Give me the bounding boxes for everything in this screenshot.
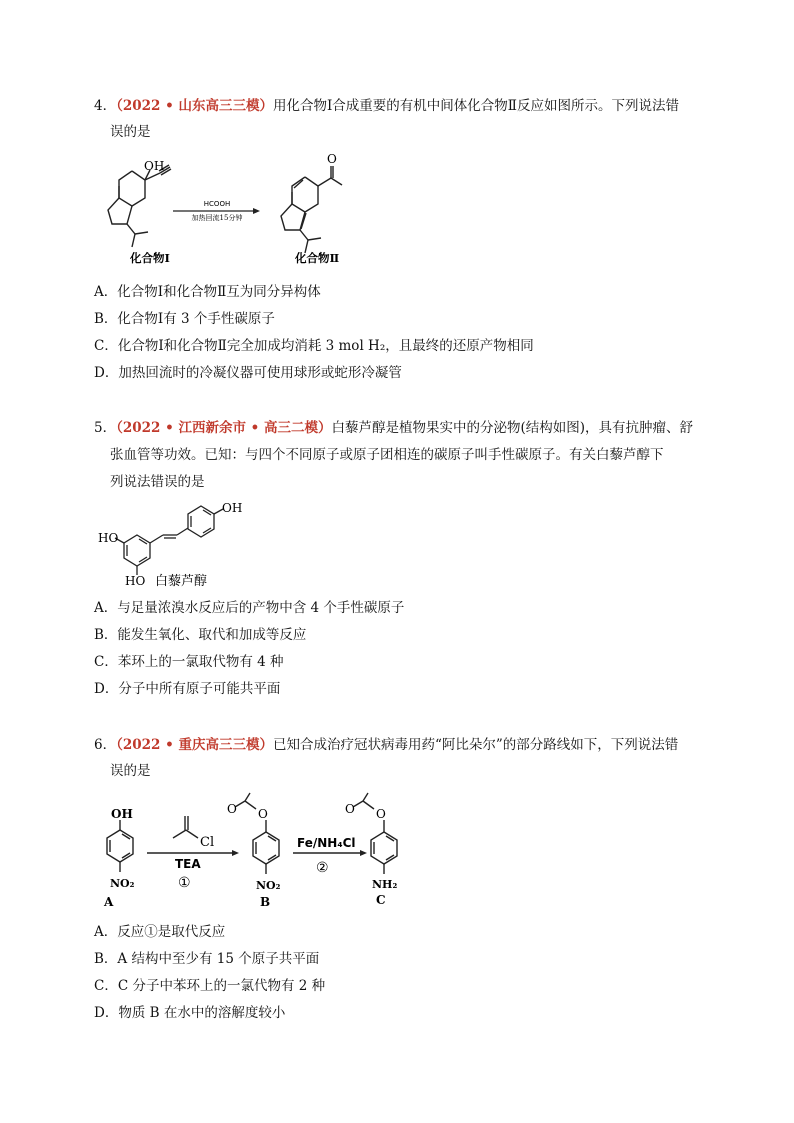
q6-c-carbonyl-o: O — [345, 802, 355, 816]
q4-condition: 加热回流15分钟 — [191, 214, 243, 222]
q6-step-2: ② — [316, 860, 329, 876]
q4-reaction-figure — [90, 150, 390, 270]
q5-oh-top: OH — [222, 501, 243, 515]
q5-stem-line1 — [94, 418, 693, 438]
compound-1-structure — [108, 165, 171, 247]
q6-label-c: C — [376, 893, 386, 907]
q5-stem-text: 白藜芦醇是植物果实中的分泌物(结构如图)，具有抗肿瘤、舒 — [331, 420, 694, 436]
q6-option-c: C．C 分子中苯环上的一氯代物有 2 种 — [94, 978, 326, 994]
q5-source: （2022 • 江西新余市 • 高三二模） — [116, 420, 332, 436]
q6-oh-label: OH — [111, 807, 133, 821]
q4-stem-text: 用化合物Ⅰ合成重要的有机中间体化合物Ⅱ反应如图所示。下列说法错 — [272, 98, 679, 114]
q4-o-label: O — [327, 152, 337, 166]
q6-no2-b: NO₂ — [256, 879, 281, 892]
q4-option-c: C．化合物Ⅰ和化合物Ⅱ完全加成均消耗 3 mol H₂，且最终的还原产物相同 — [94, 338, 534, 354]
q6-source: （2022 • 重庆高三三模） — [116, 737, 273, 753]
q6-label-b: B — [260, 895, 271, 909]
q6-label-a: A — [104, 895, 114, 909]
q6-option-a: A．反应①是取代反应 — [94, 924, 226, 940]
compound-c-structure — [353, 793, 397, 874]
arrow-head-icon — [253, 208, 260, 214]
compound-b-structure — [235, 793, 279, 874]
compound-2-structure — [281, 166, 342, 253]
q5-stem-line3: 列说法错误的是 — [110, 474, 205, 490]
q6-reagent-2: Fe/NH₄Cl — [297, 836, 356, 850]
q5-option-d: D．分子中所有原子可能共平面 — [94, 681, 281, 697]
q5-stem-line2: 张血管等功效。已知：与四个不同原子或原子团相连的碳原子叫手性碳原子。有关白藜芦醇下 — [110, 447, 664, 463]
q5-option-a: A．与足量浓溴水反应后的产物中含 4 个手性碳原子 — [94, 600, 405, 616]
q4-number: 4． — [94, 98, 117, 114]
q4-option-a: A．化合物Ⅰ和化合物Ⅱ互为同分异构体 — [94, 284, 321, 300]
q6-c-ester-o: O — [376, 807, 386, 821]
q4-option-b: B．化合物Ⅰ有 3 个手性碳原子 — [94, 311, 275, 327]
q6-stem-text: 已知合成治疗冠状病毒用药“阿比朵尔”的部分路线如下，下列说法错 — [272, 737, 679, 753]
q6-synthesis-figure — [90, 790, 420, 918]
q6-cl-label: Cl — [200, 835, 215, 850]
q6-option-d: D．物质 B 在水中的溶解度较小 — [94, 1005, 286, 1021]
q4-oh-label: OH — [144, 159, 165, 173]
q6-option-b: B．A 结构中至少有 15 个原子共平面 — [94, 951, 320, 967]
q6-tea-label: TEA — [175, 857, 201, 871]
acetyl-chloride-structure — [173, 816, 198, 838]
q5-ho-left: HO — [98, 531, 119, 545]
compound-1-name: 化合物Ⅰ — [130, 251, 170, 265]
q6-b-carbonyl-o: O — [227, 802, 237, 816]
q5-compound-name: 白藜芦醇 — [155, 574, 208, 589]
q4-stem-line1 — [94, 96, 679, 116]
q6-step-1: ① — [178, 875, 191, 891]
q6-stem-line1 — [94, 735, 678, 755]
q5-resveratrol-figure — [95, 498, 255, 590]
resveratrol-structure — [115, 506, 223, 575]
arrow-1-head-icon — [232, 850, 239, 856]
q4-reagent: HCOOH — [203, 200, 231, 208]
q4-option-d: D．加热回流时的冷凝仪器可使用球形或蛇形冷凝管 — [94, 365, 402, 381]
q4-source: （2022 • 山东高三三模） — [116, 98, 273, 114]
q5-option-b: B．能发生氧化、取代和加成等反应 — [94, 627, 307, 643]
compound-a-structure — [107, 820, 133, 872]
q5-option-c: C．苯环上的一氯取代物有 4 种 — [94, 654, 284, 670]
q4-stem-line2: 误的是 — [110, 124, 151, 140]
q6-number: 6． — [94, 737, 117, 753]
q6-nh2: NH₂ — [372, 878, 398, 891]
compound-2-name: 化合物Ⅱ — [295, 251, 340, 265]
q5-ho-bottom: HO — [125, 574, 146, 588]
q6-b-ester-o: O — [258, 807, 268, 821]
q6-stem-line2: 误的是 — [110, 763, 151, 779]
q5-number: 5． — [94, 420, 117, 436]
arrow-2-head-icon — [360, 850, 367, 856]
q6-no2-a: NO₂ — [110, 877, 135, 890]
